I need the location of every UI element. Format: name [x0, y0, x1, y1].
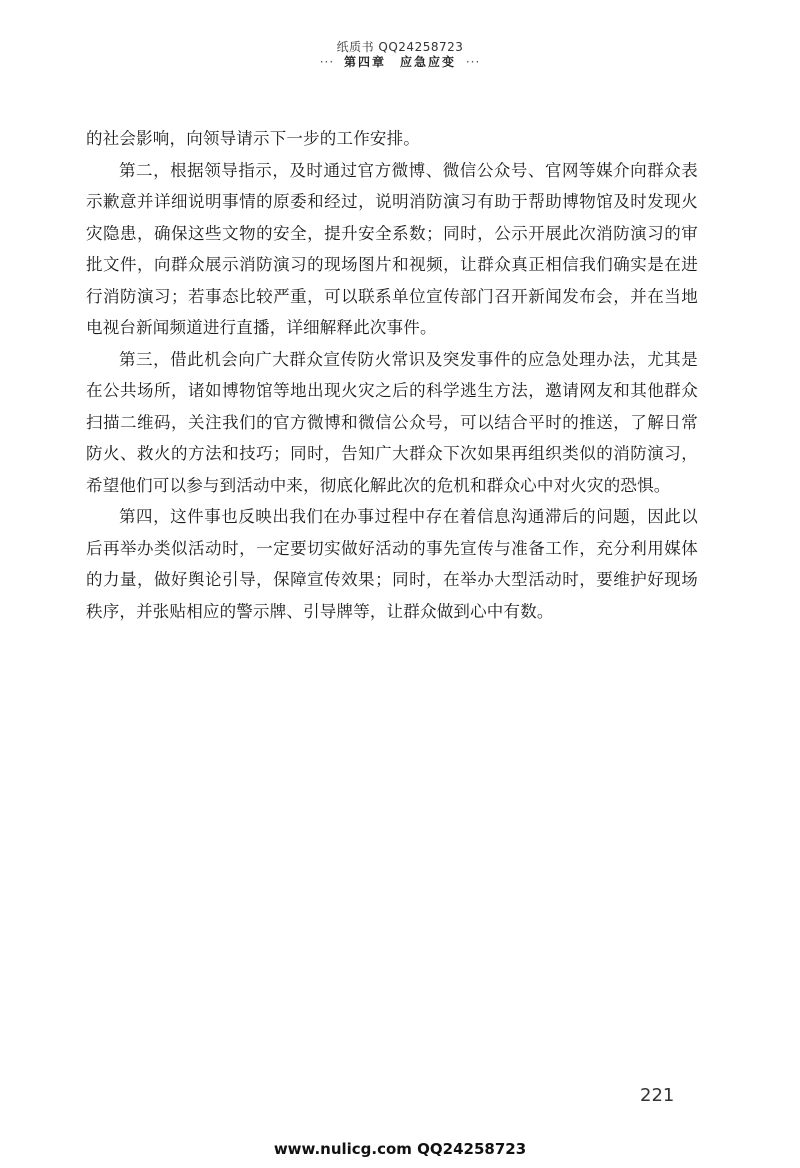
page-header: [0, 40, 800, 70]
body-text: [86, 123, 698, 627]
paragraph-fourth: 第四，这件事也反映出我们在办事过程中存在着信息沟通滞后的问题，因此以后再举办类似活动时，一定要切实做好活动的事先宣传与准备工作，充分利用媒体的力量，做好舆论引导，保障宣传效果；同时，在举办大型活动时，要维护好现场秩序，并张贴相应的警示牌、引导牌等，让群众做到心中有数。: [86, 507, 698, 621]
paragraph-second: 第二，根据领导指示，及时通过官方微博、微信公众号、官网等媒介向群众表示歉意并详细说明事情的原委和经过，说明消防演习有助于帮助博物馆及时发现火灾隐患，确保这些文物的安全，提升安全系数；同时，公示开展此次消防演习的审批文件，向群众展示消防演习的现场图片和视频，让群众真正相信我们确实是在进行消防演习；若事态比较严重，可以联系单位宣传部门召开新闻发布会，并在当地电视台新闻频道进行直播，详细解释此次事件。: [86, 160, 698, 337]
paragraph-continuation: 的社会影响，向领导请示下一步的工作安排。: [86, 129, 420, 148]
chapter-title: 第四章 应急应变: [343, 55, 456, 69]
paragraph-third: 第三，借此机会向广大群众宣传防火常识及突发事件的应急处理办法，尤其是在公共场所，诸如博物馆等地出现火灾之后的科学逃生方法，邀请网友和其他群众扫描二维码，关注我们的官方微博和微信公众号，可以结合平时的推送，了解日常防火、救火的方法和技巧；同时，告知广大群众下次如果再组织类似的消防演习，希望他们可以参与到活动中来，彻底化解此次的危机和群众心中对火灾的恐惧。: [86, 349, 698, 495]
header-dots-right: ···: [465, 55, 481, 69]
footer-watermark: www.nulicg.com QQ24258723: [273, 1140, 527, 1158]
header-watermark: 纸质书 QQ24258723: [336, 40, 464, 54]
header-dots-left: ···: [319, 55, 335, 69]
chapter-heading: [0, 55, 800, 70]
page-number: 221: [640, 1085, 675, 1106]
